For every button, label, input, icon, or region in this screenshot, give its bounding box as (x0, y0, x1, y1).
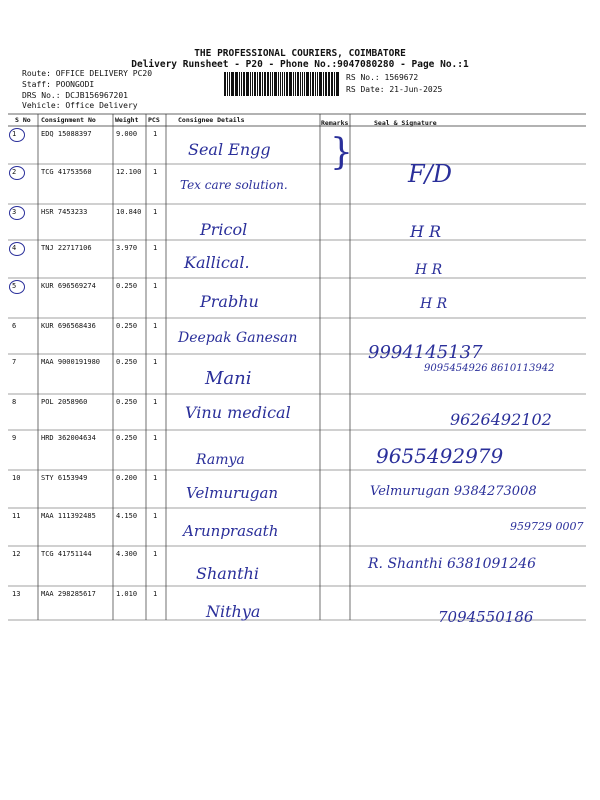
consignee-name: Deepak Ganesan (178, 330, 298, 346)
consignment-number: MAA 111392485 (41, 512, 96, 520)
seal-signature: H R (420, 296, 448, 312)
serial-circle-mark (9, 242, 25, 256)
consignee-name: Nithya (206, 602, 261, 621)
serial-number: 10 (12, 474, 21, 482)
col-weight: Weight (115, 116, 139, 124)
rs-number: RS No.: 1569672 (346, 73, 419, 82)
seal-signature: 9994145137 (368, 342, 483, 363)
consignment-number: MAA 9000191980 (41, 358, 101, 366)
weight-value: 0.250 (116, 398, 138, 406)
consignee-name: Mani (205, 368, 252, 389)
col-consignee: Consignee Details (178, 116, 245, 124)
remarks-brace: } (330, 132, 353, 173)
pcs-value: 1 (153, 590, 158, 598)
weight-value: 9.000 (116, 130, 138, 138)
serial-number: 2 (12, 168, 17, 176)
vehicle-label: Vehicle: Office Delivery (22, 101, 138, 110)
staff-label: Staff: POONGODI (22, 80, 95, 89)
serial-circle-mark (9, 128, 25, 142)
consignment-number: HRD 362004634 (41, 434, 96, 442)
serial-number: 7 (12, 358, 17, 366)
serial-number: 5 (12, 282, 17, 290)
serial-number: 12 (12, 550, 21, 558)
pcs-value: 1 (153, 398, 158, 406)
consignment-number: KUR 696568436 (41, 322, 96, 330)
seal-signature: 9095454926 8610113942 (424, 363, 555, 374)
serial-circle-mark (9, 166, 25, 180)
seal-signature: 9655492979 (376, 444, 504, 468)
serial-number: 4 (12, 244, 17, 252)
serial-number: 9 (12, 434, 17, 442)
consignee-name: Pricol (200, 220, 248, 239)
drs-number: DRS No.: DCJB156967201 (22, 91, 128, 100)
pcs-value: 1 (153, 130, 158, 138)
serial-number: 6 (12, 322, 17, 330)
pcs-value: 1 (153, 282, 158, 290)
consignee-name: Arunprasath (183, 522, 279, 540)
consignment-number: POL 2058960 (41, 398, 88, 406)
consignment-number: KUR 696569274 (41, 282, 96, 290)
weight-value: 3.970 (116, 244, 138, 252)
weight-value: 1.010 (116, 590, 138, 598)
pcs-value: 1 (153, 550, 158, 558)
consignee-name: Tex care solution. (180, 178, 288, 192)
consignee-name: Velmurugan (186, 484, 279, 502)
pcs-value: 1 (153, 474, 158, 482)
weight-value: 0.250 (116, 434, 138, 442)
seal-signature: 9626492102 (450, 410, 552, 429)
company-title: THE PROFESSIONAL COURIERS, COIMBATORE (194, 48, 406, 59)
pcs-value: 1 (153, 434, 158, 442)
weight-value: 12.100 (116, 168, 142, 176)
route-label: Route: OFFICE DELIVERY PC20 (22, 69, 153, 78)
seal-signature: Velmurugan 9384273008 (370, 484, 537, 499)
weight-value: 0.250 (116, 358, 138, 366)
consignment-number: TNJ 22717106 (41, 244, 92, 252)
consignee-name: Prabhu (200, 292, 259, 311)
seal-signature: H R (410, 222, 442, 241)
rs-date: RS Date: 21-Jun-2025 (346, 85, 443, 94)
seal-signature: H R (415, 262, 443, 278)
serial-number: 8 (12, 398, 17, 406)
consignment-number: HSR 7453233 (41, 208, 88, 216)
consignee-name: Shanthi (196, 564, 259, 583)
col-consignment: Consignment No (41, 116, 96, 124)
weight-value: 0.200 (116, 474, 138, 482)
serial-number: 1 (12, 130, 17, 138)
consignee-name: Seal Engg (188, 140, 271, 159)
weight-value: 10.840 (116, 208, 142, 216)
serial-circle-mark (9, 280, 25, 294)
col-seal: Seal & Signature (374, 119, 437, 127)
pcs-value: 1 (153, 358, 158, 366)
runsheet-subtitle: Delivery Runsheet - P20 - Phone No.:9047080280 - Page No.:1 (131, 59, 469, 70)
consignment-number: MAA 298285617 (41, 590, 96, 598)
consignment-number: TCG 41753560 (41, 168, 92, 176)
weight-value: 0.250 (116, 322, 138, 330)
consignee-name: Kallical. (184, 253, 250, 272)
consignee-name: Vinu medical (185, 403, 291, 422)
weight-value: 0.250 (116, 282, 138, 290)
pcs-value: 1 (153, 512, 158, 520)
pcs-value: 1 (153, 322, 158, 330)
serial-number: 3 (12, 208, 17, 216)
serial-number: 11 (12, 512, 21, 520)
seal-signature: 7094550186 (438, 608, 534, 626)
pcs-value: 1 (153, 208, 158, 216)
seal-signature: 959729 0007 (510, 520, 584, 533)
consignee-name: Ramya (196, 452, 245, 468)
serial-number: 13 (12, 590, 21, 598)
seal-signature: F/D (408, 160, 452, 188)
weight-value: 4.150 (116, 512, 138, 520)
col-remarks: Remarks (321, 119, 349, 127)
consignment-number: STY 6153949 (41, 474, 88, 482)
pcs-value: 1 (153, 168, 158, 176)
consignment-number: EDQ 15088397 (41, 130, 92, 138)
consignment-number: TCG 41751144 (41, 550, 92, 558)
serial-circle-mark (9, 206, 25, 220)
col-sno: S No (15, 116, 31, 124)
pcs-value: 1 (153, 244, 158, 252)
seal-signature: R. Shanthi 6381091246 (368, 556, 537, 572)
weight-value: 4.300 (116, 550, 138, 558)
col-pcs: PCS (148, 116, 160, 124)
